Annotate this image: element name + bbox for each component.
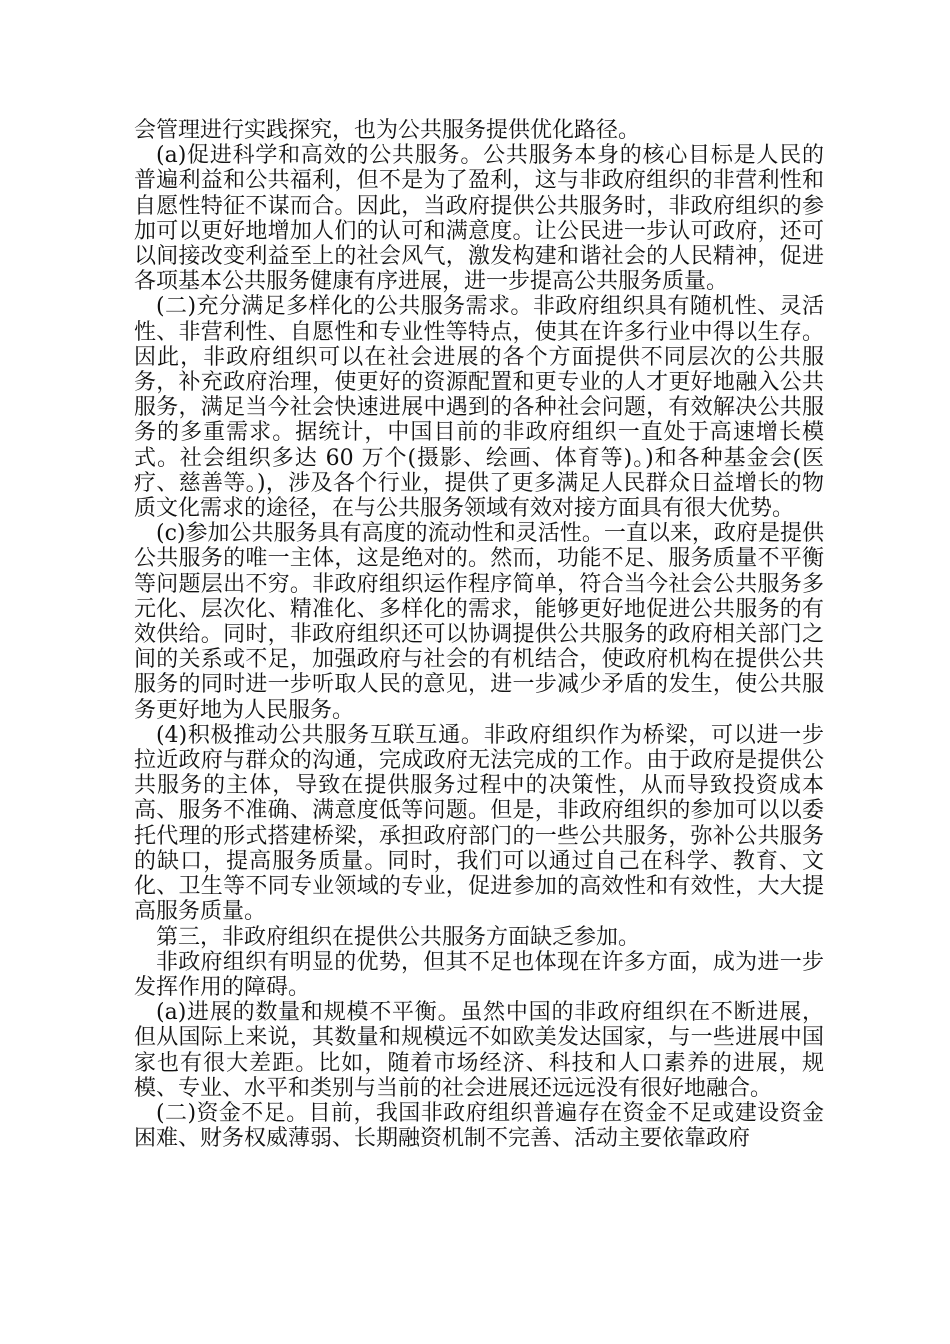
- paragraph-a-scientific-efficient: (a)促进科学和高效的公共服务。公共服务本身的核心目标是人民的普遍利益和公共福利，但不是为了盈利，这与非政府组织的非营利性和自愿性特征不谋而合。因此，当政府提供公共服务时，非政府组织的参加可以更好地增加人们的认可和满意度。让公民进一步认可政府，还可以间接改变利益至上的社会风气，激发构建和谐社会的人民精神，促进各项基本公共服务健康有序进展，进一步提高公共服务质量。: [134, 143, 824, 295]
- document-body: [134, 118, 824, 1151]
- paragraph-2-insufficient-funds: (二)资金不足。目前，我国非政府组织普遍存在资金不足或建设资金困难、财务权威薄弱、长期融资机制不完善、活动主要依靠政府: [134, 1100, 824, 1152]
- paragraph-c-flexibility: (c)参加公共服务具有高度的流动性和灵活性。一直以来，政府是提供公共服务的唯一主体，这是绝对的。然而，功能不足、服务质量不平衡等问题层出不穷。非政府组织运作程序简单，符合当今社会公共服务多元化、层次化、精准化、多样化的需求，能够更好地促进公共服务的有效供给。同时，非政府组织还可以协调提供公共服务的政府相关部门之间的关系或不足，加强政府与社会的有机结合，使政府机构在提供公共服务的同时进一步听取人民的意见，进一步减少矛盾的发生，使公共服务更好地为人民服务。: [134, 521, 824, 723]
- paragraph-2-diverse-needs: (二)充分满足多样化的公共服务需求。非政府组织具有随机性、灵活性、非营利性、自愿性和专业性等特点，使其在许多行业中得以生存。因此，非政府组织可以在社会进展的各个方面提供不同层次的公共服务，补充政府治理，使更好的资源配置和更专业的人才更好地融入公共服务，满足当今社会快速进展中遇到的各种社会问题，有效解决公共服务的多重需求。据统计，中国目前的非政府组织一直处于高速增长模式。社会组织多达 60 万个(摄影、绘画、体育等)。)和各种基金会(医疗、慈善等。)，涉及各个行业，提供了更多满足人民群众日益增长的物质文化需求的途径，在与公共服务领域有效对接方面具有很大优势。: [134, 294, 824, 522]
- paragraph-continuation: 会管理进行实践探究，也为公共服务提供优化路径。: [134, 118, 641, 143]
- paragraph-a-imbalance: (a)进展的数量和规模不平衡。虽然中国的非政府组织在不断进展，但从国际上来说，其数量和规模远不如欧美发达国家，与一些进展中国家也有很大差距。比如，随着市场经济、科技和人口素养的进展，规模、专业、水平和类别与当前的社会进展还远远没有很好地融合。: [134, 1000, 824, 1101]
- paragraph-third-heading: 第三，非政府组织在提供公共服务方面缺乏参加。: [156, 924, 641, 950]
- paragraph-4-interconnection: (4)积极推动公共服务互联互通。非政府组织作为桥梁，可以进一步拉近政府与群众的沟通，完成政府无法完成的工作。由于政府是提供公共服务的主体，导致在提供服务过程中的决策性，从而导致投资成本高、服务不准确、满意度低等问题。但是，非政府组织的参加可以以委托代理的形式搭建桥梁，承担政府部门的一些公共服务，弥补公共服务的缺口，提高服务质量。同时，我们可以通过自己在科学、教育、文化、卫生等不同专业领域的专业，促进参加的高效性和有效性，大大提高服务质量。: [134, 722, 824, 925]
- paragraph-advantages-shortcomings: 非政府组织有明显的优势，但其不足也体现在许多方面，成为进一步发挥作用的障碍。: [134, 949, 824, 1000]
